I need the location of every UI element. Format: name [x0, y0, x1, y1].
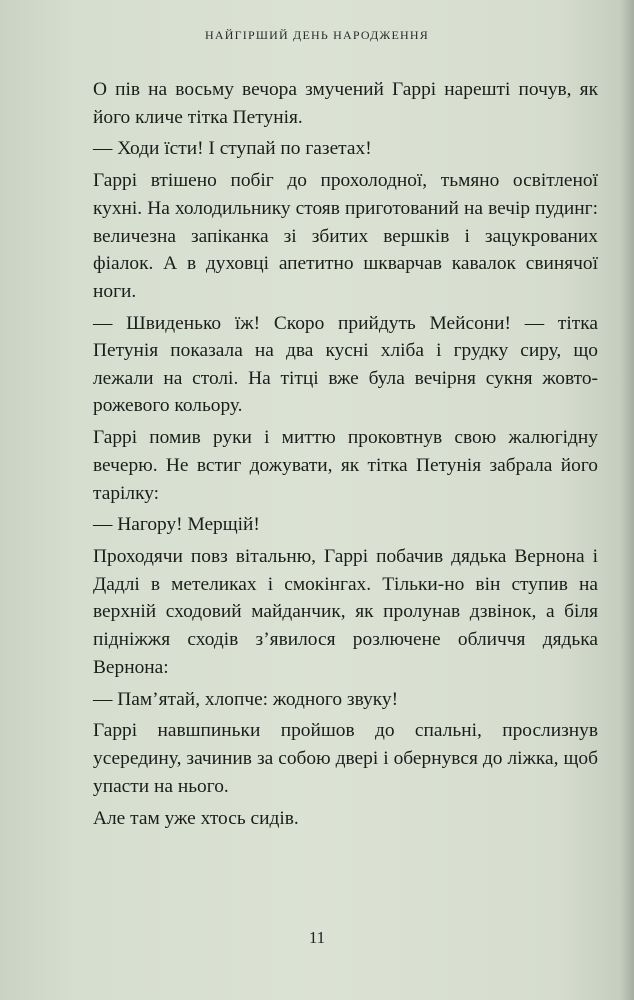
paragraph: Гаррі навшпиньки пройшов до спальні, прослизнув усередину, зачинив за собою двері і обернувся до ліжка, щоб упасти на нього.	[93, 720, 598, 797]
paragraph: Але там уже хтось сидів.	[93, 807, 299, 829]
paragraph: Гаррі втішено побіг до прохолодної, тьмяно освітленої кухні. На холодильнику стояв приготований на вечір пудинг: величезна запіканка зі збитих вершків і зацукрованих фіалок. А в духовці апетитно шкварчав кавалок свинячої ноги.	[93, 170, 598, 302]
page-edge-shadow	[620, 0, 634, 1000]
page-number: 11	[308, 928, 326, 947]
paragraph: — Ходи їсти! І ступай по газетах!	[93, 138, 372, 160]
paragraph: Гаррі помив руки і миттю проковтнув свою жалюгідну вечерю. Не встиг дожувати, як тітка Петунія забрала його тарілку:	[93, 427, 598, 504]
paragraph: Проходячи повз вітальню, Гаррі побачив дядька Вернона і Дадлі в метеликах і смокінгах. Тільки-но він ступив на верхній сходовий майданчик, як пролунав дзвінок, а біля підніжжя сходів з’явилося розлючене обличчя дядька Вернона:	[93, 546, 598, 678]
paragraph: — Нагору! Мерщій!	[93, 514, 260, 536]
body-text	[93, 76, 598, 836]
paragraph: О пів на восьму вечора змучений Гаррі нарешті почув, як його кличе тітка Петунія.	[93, 79, 598, 128]
paragraph: — Пам’ятай, хлопче: жодного звуку!	[93, 688, 399, 710]
paragraph: — Швиденько їж! Скоро прийдуть Мейсони! — тітка Петунія показала на два кусні хліба і грудку сиру, що лежали на столі. На тітці вже була вечірня сукня жовто-рожевого кольору.	[93, 312, 598, 417]
running-head: НАЙГІРШИЙ ДЕНЬ НАРОДЖЕННЯ	[205, 28, 429, 42]
